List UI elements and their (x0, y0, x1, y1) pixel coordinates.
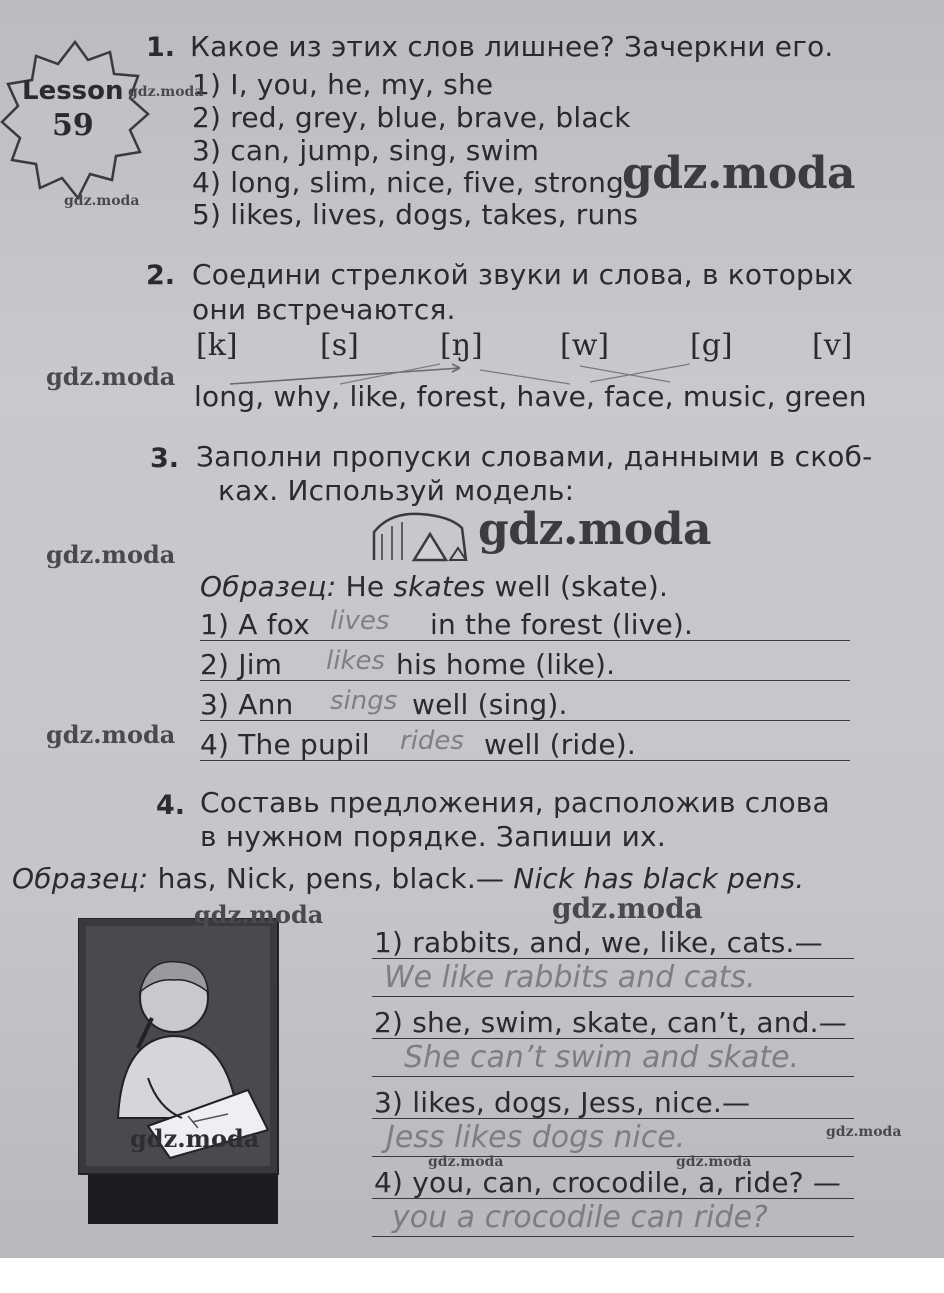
ex1-number: 1. (146, 32, 176, 63)
boy-writing-illustration (78, 918, 298, 1228)
ex4-line-2a (372, 1038, 854, 1039)
ex3-line-3 (200, 720, 850, 721)
ex3-sample-verb: skates (393, 570, 486, 603)
model-giraffe-triangle-icon (370, 508, 474, 564)
ex1-item-3: 3) can, jump, sing, swim (192, 134, 540, 167)
watermark: gdz.moda (428, 1154, 504, 1170)
lesson-number: 59 (52, 108, 94, 143)
ex4-line-4a (372, 1198, 854, 1199)
ex2-title-line1: Соедини стрелкой звуки и слова, в которых (192, 258, 854, 291)
ex3-title-line1: Заполни пропуски словами, данными в скоб- (196, 440, 873, 473)
ex4-line-1a (372, 958, 854, 959)
ex4-line-3a (372, 1118, 854, 1119)
ex3-sample-post: well (skate). (494, 570, 669, 603)
ex3-item-2-answer: likes (326, 646, 386, 676)
ex4-item-3-question: 3) likes, dogs, Jess, nice.— (374, 1086, 751, 1119)
sound-s: [s] (320, 328, 359, 363)
watermark: gdz.moda (64, 193, 140, 209)
sound-ng: [ŋ] (440, 328, 483, 363)
sound-g: [g] (690, 328, 733, 363)
ex3-line-4 (200, 760, 850, 761)
ex4-line-2b (372, 1076, 854, 1077)
lesson-label: Lesson (22, 76, 124, 106)
ex4-item-3-answer: Jess likes dogs nice. (386, 1120, 686, 1155)
ex3-sample (200, 570, 668, 603)
ex3-item-1-pre: 1) A fox (200, 608, 310, 641)
ex3-item-1-answer: lives (330, 606, 390, 636)
ex1-item-4: 4) long, slim, nice, five, strong (192, 166, 624, 199)
ex3-line-2 (200, 680, 850, 681)
ex2-number: 2. (146, 260, 176, 291)
ex4-sample-words: has, Nick, pens, black.— (157, 862, 505, 895)
bottom-margin (0, 1258, 944, 1293)
watermark: gdz.moda (130, 1124, 260, 1153)
sound-v: [v] (812, 328, 853, 363)
watermark: gdz.moda (622, 148, 856, 199)
ex3-item-1-post: in the forest (live). (430, 608, 694, 641)
sound-w: [w] (560, 328, 610, 363)
ex4-item-4-question: 4) you, can, crocodile, a, ride? — (374, 1166, 842, 1199)
ex4-title-line1: Составь предложения, расположив слова (200, 786, 830, 819)
ex3-item-2-post: his home (like). (396, 648, 616, 681)
sound-k: [k] (196, 328, 238, 363)
watermark: gdz.moda (46, 720, 176, 749)
ex4-sample-answer: Nick has black pens. (513, 862, 805, 895)
ex4-item-4-answer: you a crocodile can ride? (392, 1200, 768, 1235)
ex3-item-3-answer: sings (330, 686, 398, 716)
watermark: gdz.moda (676, 1154, 752, 1170)
ex4-item-1-answer: We like rabbits and cats. (384, 960, 756, 995)
ex3-item-3-post: well (sing). (412, 688, 568, 721)
ex4-line-4b (372, 1236, 854, 1237)
ex3-item-4-pre: 4) The pupil (200, 728, 370, 761)
ex1-item-5: 5) likes, lives, dogs, takes, runs (192, 198, 639, 231)
ex3-title-line2: ках. Используй модель: (218, 474, 575, 507)
watermark: gdz.moda (128, 84, 204, 100)
ex1-item-1: 1) I, you, he, my, she (192, 68, 494, 101)
ex1-title: Какое из этих слов лишнее? Зачеркни его. (190, 30, 834, 63)
ex4-item-2-question: 2) she, swim, skate, can’t, and.— (374, 1006, 847, 1039)
ex4-number: 4. (156, 790, 186, 821)
ex4-title-line2: в нужном порядке. Запиши их. (200, 820, 666, 853)
ex3-item-4-answer: rides (400, 726, 464, 756)
ex4-item-1-question: 1) rabbits, and, we, like, cats.— (374, 926, 823, 959)
ex3-item-2-pre: 2) Jim (200, 648, 283, 681)
watermark: gdz.moda (194, 900, 324, 929)
ex4-item-2-answer: She can’t swim and skate. (404, 1040, 800, 1075)
watermark: gdz.moda (46, 540, 176, 569)
ex2-title-line2: они встречаются. (192, 293, 456, 326)
ex4-line-1b (372, 996, 854, 997)
ex3-item-3-pre: 3) Ann (200, 688, 294, 721)
ex3-line-1 (200, 640, 850, 641)
watermark: gdz.moda (826, 1124, 902, 1140)
ex4-sample (12, 862, 804, 895)
ex1-item-2: 2) red, grey, blue, brave, black (192, 101, 631, 134)
ex3-item-4-post: well (ride). (484, 728, 637, 761)
ex3-sample-pre: He (345, 570, 385, 603)
watermark: gdz.moda (552, 892, 703, 925)
ex3-sample-label: Образец: (200, 570, 337, 603)
ex3-number: 3. (150, 443, 180, 474)
watermark: gdz.moda (478, 504, 712, 555)
ex2-words: long, why, like, forest, have, face, music, green (194, 380, 867, 413)
watermark: gdz.moda (46, 362, 176, 391)
ex4-sample-label: Образец: (12, 862, 149, 895)
